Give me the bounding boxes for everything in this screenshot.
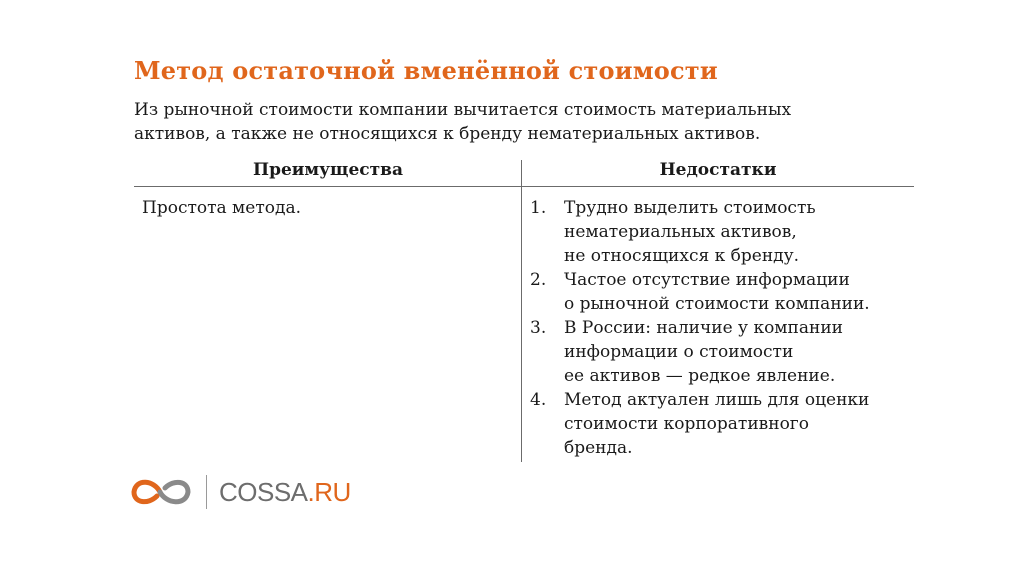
item-line: нематериальных активов, [564,222,797,242]
cossa-logo[interactable] [124,470,351,514]
intro-text [134,98,894,146]
item-line: информации о стоимости [564,342,794,362]
item-number: 4. [530,390,547,410]
item-number: 1. [530,198,547,218]
item-line: о рыночной стоимости компании. [564,294,870,314]
item-line: стоимости корпоративного [564,414,809,434]
item-number: 3. [530,318,547,338]
item-line: бренда. [564,438,633,458]
disadvantages-header: Недостатки [659,160,777,180]
logo-name: COSSA [219,476,308,507]
slide-title: Метод остаточной вменённой стоимости [134,56,718,85]
intro-line: Из рыночной стоимости компании вычитается стоимость материальных [134,100,792,120]
item-line: ее активов — редкое явление. [564,366,836,386]
item-number: 2. [530,270,547,290]
item-line: Метод актуален лишь для оценки [564,390,870,410]
item-line: не относящихся к бренду. [564,246,800,266]
header-divider [134,186,914,187]
disadvantage-item [530,268,914,316]
item-line: Трудно выделить стоимость [564,198,816,218]
disadvantage-item [530,196,914,268]
item-line: В России: наличие у компании [564,318,843,338]
logo-wordmark [219,477,351,508]
logo-domain: .RU [307,476,351,507]
advantages-header: Преимущества [253,160,403,180]
infinity-logo-icon [124,472,198,512]
advantage-item: Простота метода. [142,198,301,218]
item-line: Частое отсутствие информации [564,270,850,290]
disadvantage-item [530,316,914,388]
column-divider [521,160,522,462]
intro-line: активов, а также не относящихся к бренду нематериальных активов. [134,124,761,144]
logo-separator [206,475,207,509]
disadvantages-list [530,196,914,460]
disadvantage-item [530,388,914,460]
